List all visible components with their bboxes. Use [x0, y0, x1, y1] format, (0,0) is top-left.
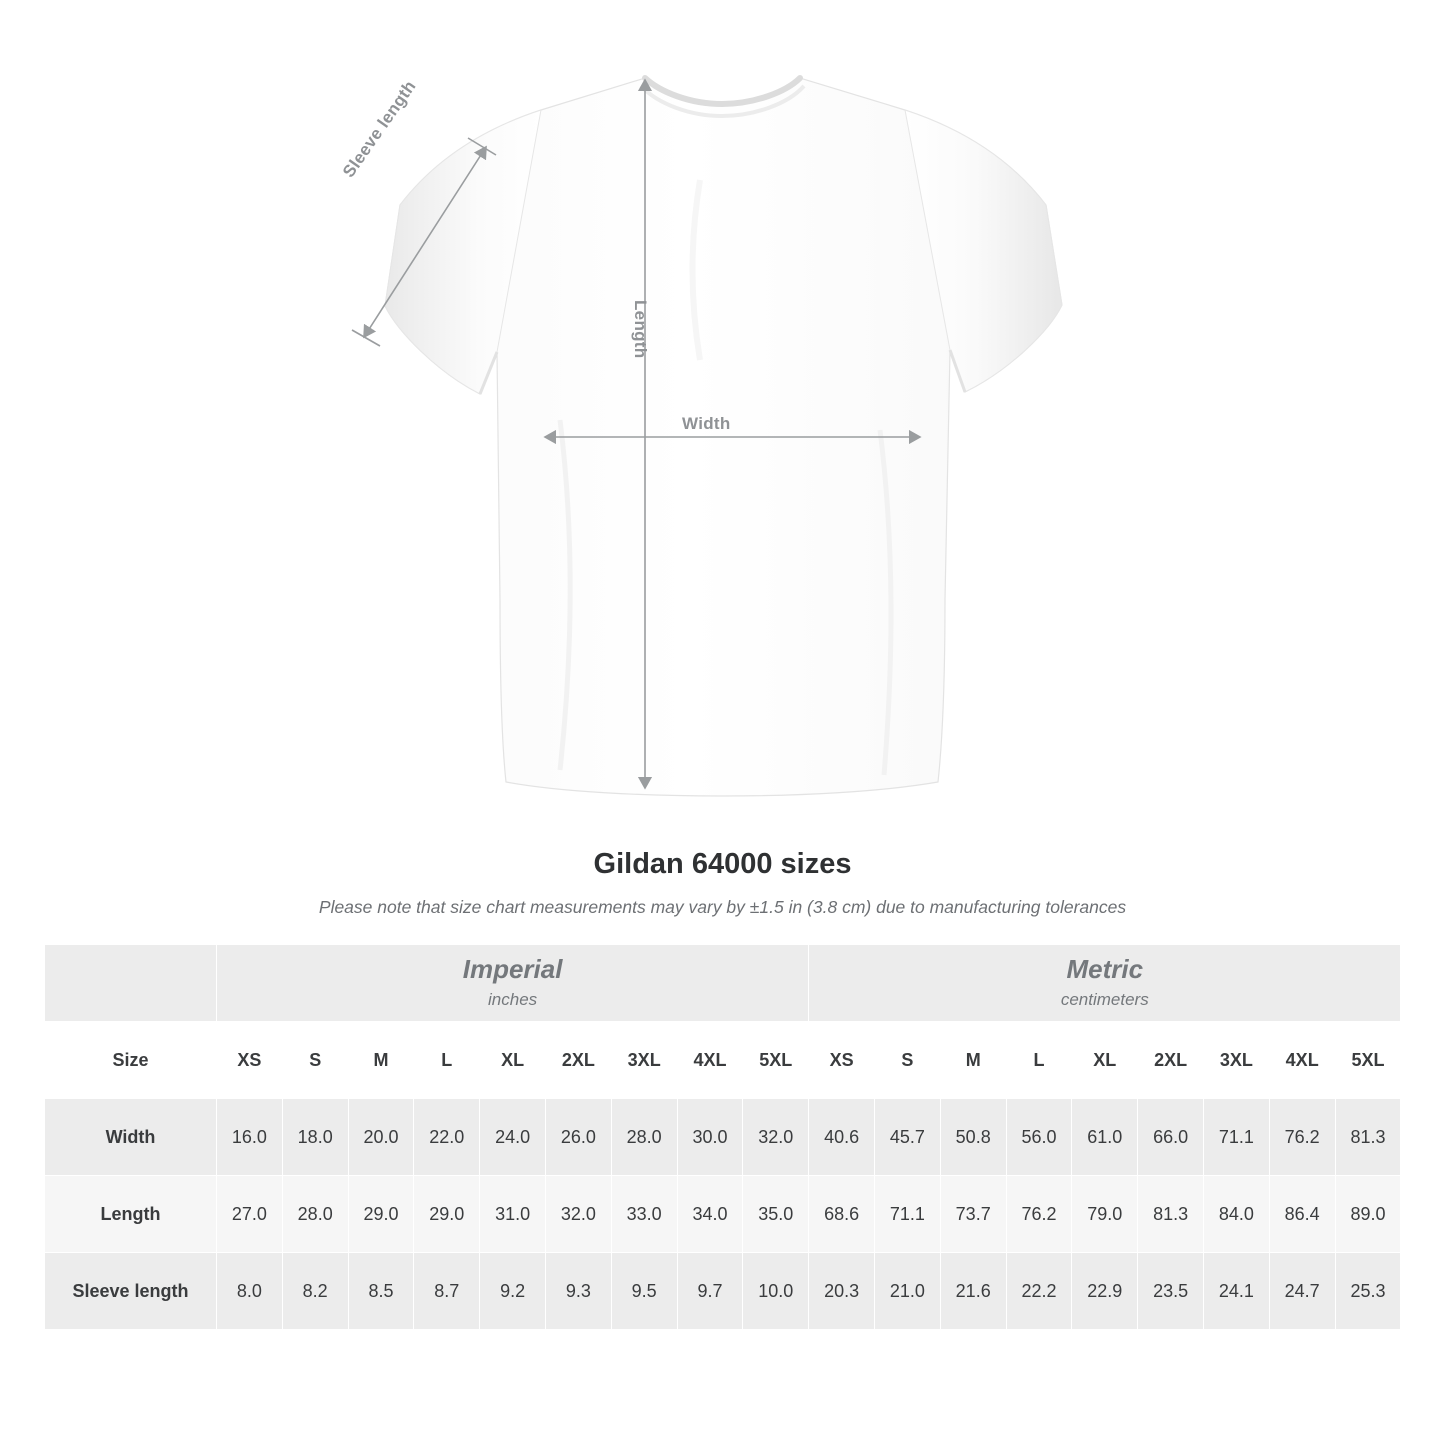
measurement-cell: 32.0: [743, 1099, 809, 1176]
unit-group-header: [809, 945, 1401, 1022]
size-header-cell: 5XL: [1335, 1022, 1401, 1099]
measurement-cell: 50.8: [940, 1099, 1006, 1176]
measurement-cell: 29.0: [414, 1176, 480, 1253]
measurement-cell: 29.0: [348, 1176, 414, 1253]
size-header-cell: 3XL: [611, 1022, 677, 1099]
measurement-cell: 9.3: [545, 1253, 611, 1330]
unit-group-name: Metric: [1066, 954, 1144, 985]
table-row: [45, 1176, 1401, 1253]
size-header-cell: M: [348, 1022, 414, 1099]
unit-group-subtitle: inches: [488, 989, 538, 1009]
measurement-cell: 8.0: [217, 1253, 283, 1330]
measurement-cell: 16.0: [217, 1099, 283, 1176]
size-chart-table: [44, 944, 1401, 1330]
tolerance-note: Please note that size chart measurements may vary by ±1.5 in (3.8 cm) due to manufacturing tolerances: [318, 897, 1127, 917]
measurement-cell: 31.0: [480, 1176, 546, 1253]
measurement-cell: 66.0: [1138, 1099, 1204, 1176]
size-header-cell: XS: [217, 1022, 283, 1099]
size-header-cell: 2XL: [1138, 1022, 1204, 1099]
measurement-cell: 22.0: [414, 1099, 480, 1176]
width-dimension-label: Width: [682, 414, 731, 433]
measurement-cell: 27.0: [217, 1176, 283, 1253]
table-row: [45, 1099, 1401, 1176]
measurement-cell: 28.0: [611, 1099, 677, 1176]
measurement-cell: 61.0: [1072, 1099, 1138, 1176]
unit-header-row: [45, 945, 1401, 1022]
measurement-cell: 22.2: [1006, 1253, 1072, 1330]
unit-group-subtitle: centimeters: [1060, 989, 1149, 1009]
measurement-cell: 8.2: [282, 1253, 348, 1330]
size-column-header: Size: [45, 1022, 217, 1099]
measurement-cell: 28.0: [282, 1176, 348, 1253]
measurement-cell: 21.0: [875, 1253, 941, 1330]
measurement-cell: 30.0: [677, 1099, 743, 1176]
measurement-cell: 23.5: [1138, 1253, 1204, 1330]
measurement-cell: 9.7: [677, 1253, 743, 1330]
measurement-cell: 25.3: [1335, 1253, 1401, 1330]
measurement-cell: 20.0: [348, 1099, 414, 1176]
measurement-cell: 35.0: [743, 1176, 809, 1253]
measurement-cell: 22.9: [1072, 1253, 1138, 1330]
measurement-cell: 10.0: [743, 1253, 809, 1330]
measurement-cell: 86.4: [1269, 1176, 1335, 1253]
measurement-cell: 18.0: [282, 1099, 348, 1176]
size-header-cell: 4XL: [1269, 1022, 1335, 1099]
size-chart-table-wrapper: [44, 944, 1401, 1330]
measurement-cell: 24.7: [1269, 1253, 1335, 1330]
size-header-cell: XL: [480, 1022, 546, 1099]
measurement-cell: 56.0: [1006, 1099, 1072, 1176]
measurement-row-label: Length: [45, 1176, 217, 1253]
table-row: [45, 1253, 1401, 1330]
size-header-row: [45, 1022, 1401, 1099]
measurement-cell: 8.7: [414, 1253, 480, 1330]
measurement-cell: 33.0: [611, 1176, 677, 1253]
size-header-cell: 4XL: [677, 1022, 743, 1099]
measurement-cell: 24.1: [1203, 1253, 1269, 1330]
measurement-cell: 9.2: [480, 1253, 546, 1330]
size-header-cell: S: [282, 1022, 348, 1099]
size-header-cell: XS: [809, 1022, 875, 1099]
measurement-cell: 71.1: [875, 1176, 941, 1253]
measurement-cell: 79.0: [1072, 1176, 1138, 1253]
size-header-cell: M: [940, 1022, 1006, 1099]
measurement-cell: 73.7: [940, 1176, 1006, 1253]
measurement-cell: 21.6: [940, 1253, 1006, 1330]
measurement-cell: 76.2: [1006, 1176, 1072, 1253]
measurement-row-label: Width: [45, 1099, 217, 1176]
measurement-cell: 84.0: [1203, 1176, 1269, 1253]
unit-group-header: [217, 945, 809, 1022]
measurement-cell: 24.0: [480, 1099, 546, 1176]
title-block: [0, 848, 1445, 918]
measurement-cell: 34.0: [677, 1176, 743, 1253]
page-title: Gildan 64000 sizes: [593, 848, 852, 880]
measurement-cell: 81.3: [1335, 1099, 1401, 1176]
size-header-cell: XL: [1072, 1022, 1138, 1099]
sleeve-length-dimension-label: Sleeve length: [339, 77, 420, 181]
size-header-cell: L: [1006, 1022, 1072, 1099]
measurement-row-label: Sleeve length: [45, 1253, 217, 1330]
measurement-cell: 68.6: [809, 1176, 875, 1253]
length-dimension-label: Length: [631, 300, 650, 359]
size-header-cell: L: [414, 1022, 480, 1099]
measurement-cell: 40.6: [809, 1099, 875, 1176]
measurement-cell: 9.5: [611, 1253, 677, 1330]
unit-group-name: Imperial: [462, 954, 563, 985]
measurement-cell: 89.0: [1335, 1176, 1401, 1253]
measurement-cell: 45.7: [875, 1099, 941, 1176]
measurement-cell: 76.2: [1269, 1099, 1335, 1176]
measurement-cell: 32.0: [545, 1176, 611, 1253]
size-header-cell: S: [875, 1022, 941, 1099]
measurement-cell: 71.1: [1203, 1099, 1269, 1176]
measurement-cell: 8.5: [348, 1253, 414, 1330]
measurement-cell: 26.0: [545, 1099, 611, 1176]
size-header-cell: 5XL: [743, 1022, 809, 1099]
measurement-cell: 20.3: [809, 1253, 875, 1330]
size-header-cell: 3XL: [1203, 1022, 1269, 1099]
unit-header-spacer: [45, 945, 217, 1022]
size-header-cell: 2XL: [545, 1022, 611, 1099]
measurement-cell: 81.3: [1138, 1176, 1204, 1253]
